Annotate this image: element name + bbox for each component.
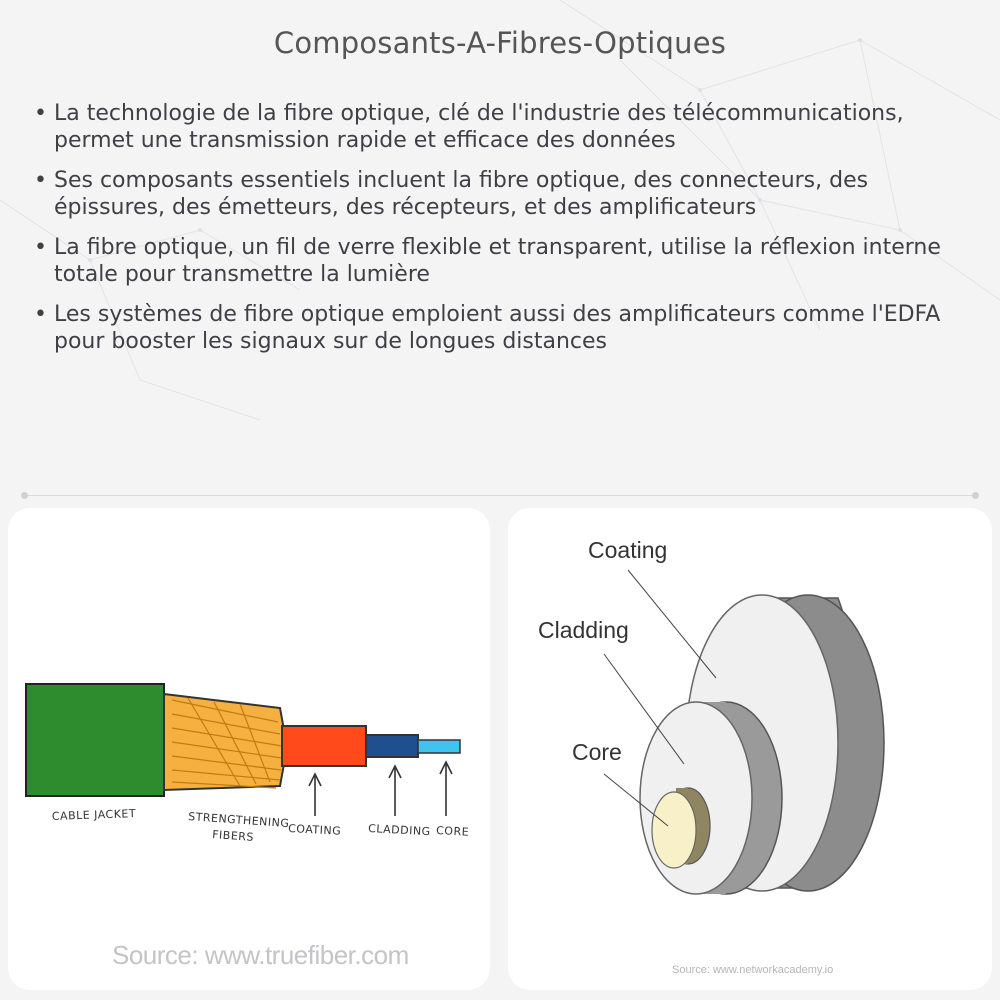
label-core: CORE [435,824,470,839]
label-strengthening: STRENGTHENING [187,810,290,831]
strengthening-fibers-shape [164,694,284,790]
label-cable-jacket: CABLE JACKET [51,807,137,823]
coating-shape [282,726,366,766]
cable-layers-diagram [8,508,490,990]
label-coating: Coating [588,537,668,563]
core-face [652,792,696,868]
page-title: Composants-A-Fibres-Optiques [273,26,727,60]
section-divider [24,495,976,496]
bullet-text: La fibre optique, un fil de verre flexible et transparent, utilise la réflexion interne totale pour transmettre la lumière [54,235,941,287]
label-coating: COATING [287,822,342,838]
cladding-shape [366,735,418,757]
cable-layers-card [8,508,490,990]
cable-jacket-shape [26,684,164,796]
label-core: Core [572,739,622,765]
label-cladding: Cladding [538,617,629,643]
bullet-item: • Les systèmes de fibre optique emploient aussi des amplificateurs comme l'EDFA pour booster les signaux sur de longues distances [34,302,941,354]
fiber-structure-card [508,508,992,990]
source-credit-right: Source: www.networkacademy.io [672,964,834,976]
bullet-item: • La fibre optique, un fil de verre flexible et transparent, utilise la réflexion interne totale pour transmettre la lumière [34,235,941,287]
label-cladding: CLADDING [367,822,431,839]
bullet-item: • Ses composants essentiels incluent la fibre optique, des connecteurs, des épissures, des émetteurs, des récepteurs, et des amplificateurs [34,168,869,220]
core-shape [418,740,460,753]
label-fibers: FIBERS [211,828,255,844]
bullet-text: Les systèmes de fibre optique emploient aussi des amplificateurs comme l'EDFA pour booster les signaux sur de longues distances [54,302,941,354]
pointer-arrows [309,762,452,816]
bullet-list [34,100,954,368]
source-credit-left: Source: www.truefiber.com [112,940,409,970]
bullet-item: • La technologie de la fibre optique, clé de l'industrie des télécommunications, permet une transmission rapide et efficace des données [34,101,904,153]
bullet-text: Ses composants essentiels incluent la fibre optique, des connecteurs, des épissures, des émetteurs, des récepteurs, et des amplificateurs [54,168,869,220]
bullet-text: La technologie de la fibre optique, clé de l'industrie des télécommunications, permet une transmission rapide et efficace des données [54,101,904,153]
fiber-structure-diagram [508,508,992,990]
